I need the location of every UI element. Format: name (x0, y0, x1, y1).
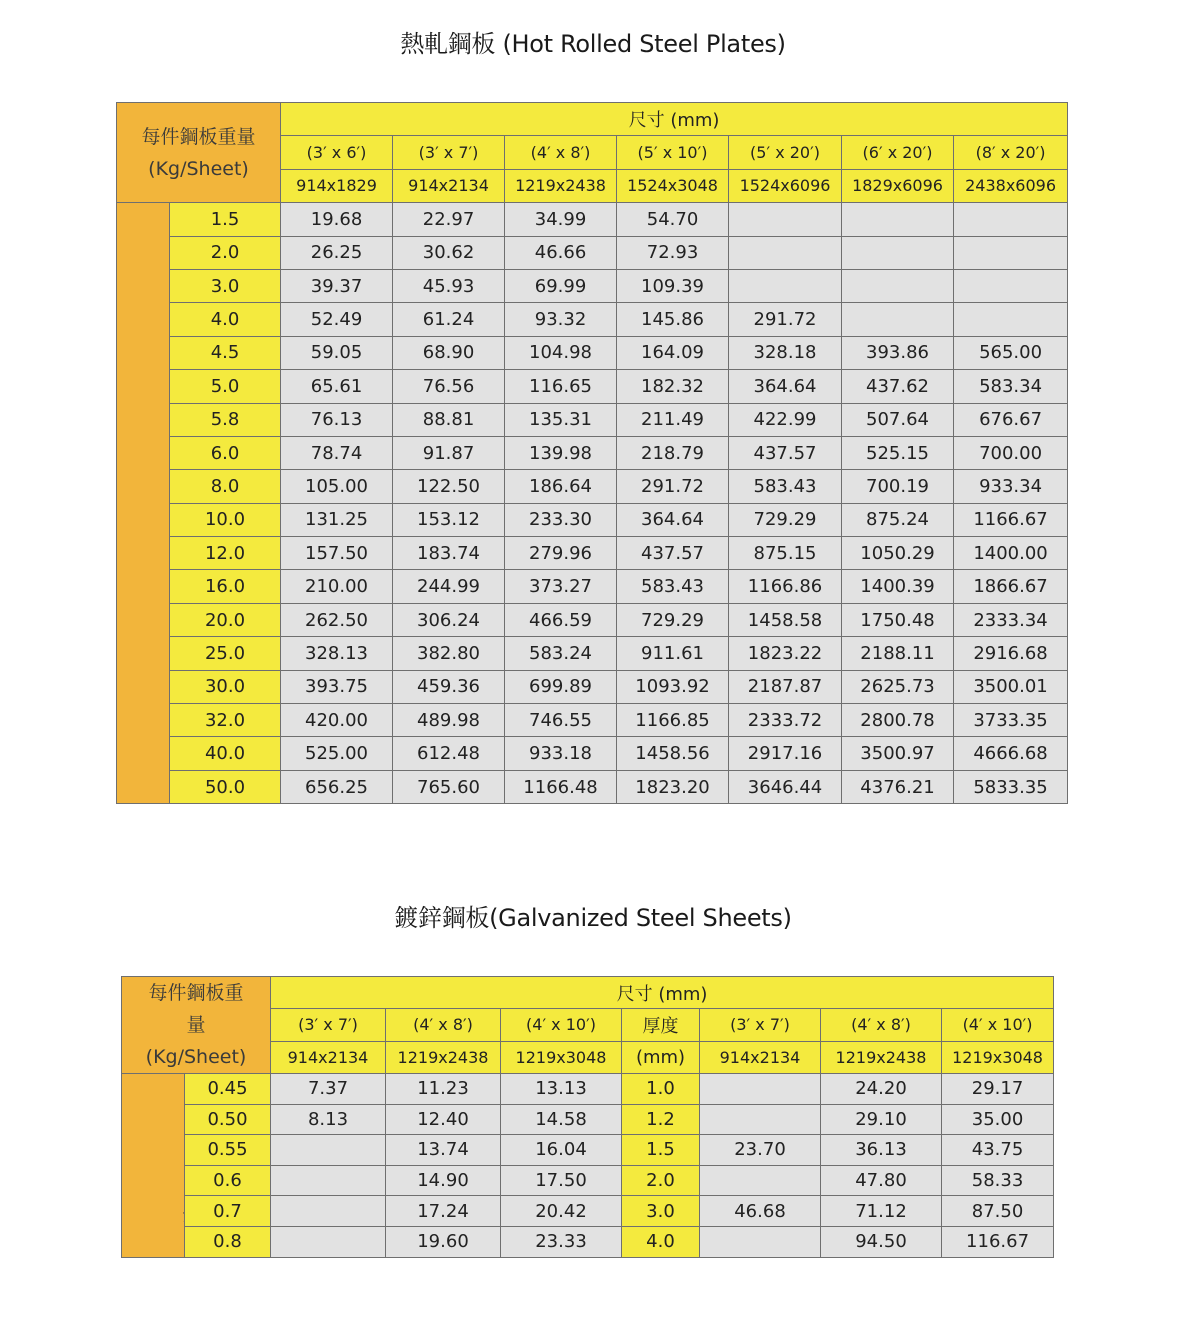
galv-size-header: 尺寸 (mm) (271, 977, 1054, 1009)
weight-cell: 1166.67 (954, 503, 1068, 536)
weight-cell: 699.89 (505, 670, 617, 703)
weight-cell: 393.86 (842, 336, 954, 369)
weight-cell (700, 1226, 821, 1257)
weight-cell: 244.99 (393, 570, 505, 603)
size-mm-cell: 1524x3048 (617, 169, 729, 202)
table-row (117, 737, 1068, 770)
weight-cell: 437.57 (729, 436, 842, 469)
thickness-cell: 1.2 (622, 1104, 700, 1135)
weight-cell: 3500.01 (954, 670, 1068, 703)
weight-cell: 13.13 (501, 1074, 622, 1105)
weight-cell: 93.32 (505, 303, 617, 336)
size-in-cell: (4′ x 8′) (821, 1009, 942, 1041)
weight-cell (271, 1226, 386, 1257)
table-row (117, 403, 1068, 436)
weight-cell: 88.81 (393, 403, 505, 436)
weight-cell: 12.40 (386, 1104, 501, 1135)
weight-cell: 746.55 (505, 704, 617, 737)
weight-cell: 78.74 (281, 436, 393, 469)
weight-cell: 69.99 (505, 269, 617, 302)
weight-cell: 2800.78 (842, 704, 954, 737)
thickness-cell: 1.5 (622, 1135, 700, 1166)
weight-cell: 59.05 (281, 336, 393, 369)
weight-cell: 3733.35 (954, 704, 1068, 737)
weight-cell: 1400.39 (842, 570, 954, 603)
thickness-cell: 32.0 (170, 704, 281, 737)
table-row (117, 770, 1068, 803)
size-in-cell: (4′ x 10′) (501, 1009, 622, 1041)
weight-cell: 765.60 (393, 770, 505, 803)
thickness-cell: 4.0 (170, 303, 281, 336)
weight-cell: 46.68 (700, 1196, 821, 1227)
weight-cell: 122.50 (393, 470, 505, 503)
weight-cell: 2917.16 (729, 737, 842, 770)
weight-cell: 393.75 (281, 670, 393, 703)
thickness-cell: 5.0 (170, 370, 281, 403)
weight-cell: 1750.48 (842, 603, 954, 636)
weight-cell: 46.66 (505, 236, 617, 269)
weight-cell: 87.50 (942, 1196, 1054, 1227)
weight-cell: 676.67 (954, 403, 1068, 436)
table-row (122, 1074, 1054, 1105)
size-in-cell: (6′ x 20′) (842, 136, 954, 169)
thickness-cell: 16.0 (170, 570, 281, 603)
galv-thickness-axis-label (122, 1074, 185, 1258)
weight-cell: 19.68 (281, 203, 393, 236)
weight-cell: 328.18 (729, 336, 842, 369)
size-in-cell: (5′ x 20′) (729, 136, 842, 169)
weight-cell: 105.00 (281, 470, 393, 503)
weight-cell: 583.43 (617, 570, 729, 603)
weight-cell: 35.00 (942, 1104, 1054, 1135)
thickness-cell: 0.55 (185, 1135, 271, 1166)
weight-cell: 153.12 (393, 503, 505, 536)
weight-cell: 525.15 (842, 436, 954, 469)
weight-cell: 933.18 (505, 737, 617, 770)
weight-cell: 19.60 (386, 1226, 501, 1257)
weight-cell: 279.96 (505, 537, 617, 570)
weight-cell (700, 1104, 821, 1135)
thickness-cell: 0.6 (185, 1165, 271, 1196)
weight-cell: 116.65 (505, 370, 617, 403)
weight-cell: 52.49 (281, 303, 393, 336)
weight-cell: 2188.11 (842, 637, 954, 670)
weight-cell: 1166.85 (617, 704, 729, 737)
weight-cell: 71.12 (821, 1196, 942, 1227)
thickness-cell: 40.0 (170, 737, 281, 770)
table-row (117, 436, 1068, 469)
weight-cell: 4666.68 (954, 737, 1068, 770)
weight-cell: 933.34 (954, 470, 1068, 503)
weight-cell (954, 203, 1068, 236)
weight-cell: 30.62 (393, 236, 505, 269)
weight-cell: 65.61 (281, 370, 393, 403)
table-row (117, 303, 1068, 336)
weight-cell: 183.74 (393, 537, 505, 570)
weight-cell: 2333.72 (729, 704, 842, 737)
thickness-cell: 4.0 (622, 1226, 700, 1257)
galvanized-title: 鍍鋅鋼板(Galvanized Steel Sheets) (394, 904, 792, 932)
weight-cell (954, 303, 1068, 336)
thickness-cell: 3.0 (622, 1196, 700, 1227)
weight-cell: 76.13 (281, 403, 393, 436)
weight-cell: 218.79 (617, 436, 729, 469)
table-row (122, 1135, 1054, 1166)
size-mm-cell: 1219x3048 (942, 1041, 1054, 1073)
weight-cell: 1166.86 (729, 570, 842, 603)
hot-rolled-title: 熱軋鋼板 (Hot Rolled Steel Plates) (400, 30, 786, 58)
size-mm-cell: 914x2134 (271, 1041, 386, 1073)
weight-cell: 109.39 (617, 269, 729, 302)
weight-cell: 211.49 (617, 403, 729, 436)
thickness-cell: 0.45 (185, 1074, 271, 1105)
weight-cell (842, 269, 954, 302)
size-mm-cell: 914x1829 (281, 169, 393, 202)
galvanized-table (121, 976, 1054, 1258)
thickness-cell: 1.5 (170, 203, 281, 236)
weight-cell (842, 303, 954, 336)
weight-cell (271, 1196, 386, 1227)
weight-cell: 459.36 (393, 670, 505, 703)
size-header: 尺寸 (mm) (281, 103, 1068, 136)
size-mm-cell: 1219x2438 (505, 169, 617, 202)
weight-cell: 3646.44 (729, 770, 842, 803)
weight-cell: 422.99 (729, 403, 842, 436)
weight-cell: 729.29 (729, 503, 842, 536)
weight-cell: 36.13 (821, 1135, 942, 1166)
thickness-axis-label (117, 203, 170, 804)
weight-cell (729, 269, 842, 302)
table-row (117, 603, 1068, 636)
thickness-cell: 2.0 (170, 236, 281, 269)
weight-cell: 2187.87 (729, 670, 842, 703)
size-in-cell: (3′ x 6′) (281, 136, 393, 169)
mid-thickness-header: 厚度 (622, 1009, 700, 1041)
weight-cell: 420.00 (281, 704, 393, 737)
galv-weight-header (122, 977, 271, 1074)
weight-cell: 1050.29 (842, 537, 954, 570)
weight-cell: 13.74 (386, 1135, 501, 1166)
weight-cell: 47.80 (821, 1165, 942, 1196)
table-row (117, 203, 1068, 236)
weight-cell: 2625.73 (842, 670, 954, 703)
weight-cell: 875.15 (729, 537, 842, 570)
weight-cell: 3500.97 (842, 737, 954, 770)
weight-cell: 54.70 (617, 203, 729, 236)
weight-cell: 76.56 (393, 370, 505, 403)
size-mm-cell: 1219x3048 (501, 1041, 622, 1073)
weight-cell: 164.09 (617, 336, 729, 369)
weight-cell: 875.24 (842, 503, 954, 536)
weight-cell: 94.50 (821, 1226, 942, 1257)
size-in-cell: (4′ x 8′) (386, 1009, 501, 1041)
weight-cell: 61.24 (393, 303, 505, 336)
galv-weight-header-zh2: 量 (186, 1014, 206, 1036)
weight-cell: 700.00 (954, 436, 1068, 469)
weight-cell: 157.50 (281, 537, 393, 570)
weight-cell: 34.99 (505, 203, 617, 236)
weight-cell: 2916.68 (954, 637, 1068, 670)
thickness-cell: 2.0 (622, 1165, 700, 1196)
weight-cell: 1458.56 (617, 737, 729, 770)
table-row (117, 670, 1068, 703)
size-in-cell: (4′ x 10′) (942, 1009, 1054, 1041)
weight-cell (842, 203, 954, 236)
weight-cell: 656.25 (281, 770, 393, 803)
thickness-cell: 3.0 (170, 269, 281, 302)
weight-cell: 7.37 (271, 1074, 386, 1105)
thickness-cell: 12.0 (170, 537, 281, 570)
weight-cell: 583.43 (729, 470, 842, 503)
weight-cell: 729.29 (617, 603, 729, 636)
weight-cell: 1400.00 (954, 537, 1068, 570)
weight-cell: 186.64 (505, 470, 617, 503)
weight-cell: 23.33 (501, 1226, 622, 1257)
size-mm-cell: 2438x6096 (954, 169, 1068, 202)
thickness-cell: 30.0 (170, 670, 281, 703)
weight-cell: 291.72 (617, 470, 729, 503)
table-row (117, 637, 1068, 670)
weight-cell: 29.17 (942, 1074, 1054, 1105)
thickness-cell: 50.0 (170, 770, 281, 803)
weight-cell: 507.64 (842, 403, 954, 436)
table-row (117, 503, 1068, 536)
weight-cell: 135.31 (505, 403, 617, 436)
weight-cell: 20.42 (501, 1196, 622, 1227)
weight-header (117, 103, 281, 203)
weight-cell: 17.50 (501, 1165, 622, 1196)
weight-cell: 45.93 (393, 269, 505, 302)
weight-cell: 72.93 (617, 236, 729, 269)
galv-weight-header-en: (Kg/Sheet) (145, 1046, 247, 1068)
weight-cell: 104.98 (505, 336, 617, 369)
table-row (122, 1104, 1054, 1135)
weight-cell: 22.97 (393, 203, 505, 236)
weight-cell: 437.62 (842, 370, 954, 403)
size-mm-cell: 914x2134 (393, 169, 505, 202)
size-in-cell: (3′ x 7′) (271, 1009, 386, 1041)
weight-cell: 139.98 (505, 436, 617, 469)
weight-cell: 116.67 (942, 1226, 1054, 1257)
table-row (117, 236, 1068, 269)
weight-cell: 43.75 (942, 1135, 1054, 1166)
table-row (117, 537, 1068, 570)
weight-cell: 14.90 (386, 1165, 501, 1196)
weight-cell: 131.25 (281, 503, 393, 536)
weight-cell: 29.10 (821, 1104, 942, 1135)
hot-rolled-table (116, 102, 1068, 804)
weight-cell: 182.32 (617, 370, 729, 403)
weight-header-en: (Kg/Sheet) (148, 157, 249, 180)
weight-cell: 58.33 (942, 1165, 1054, 1196)
thickness-cell: 8.0 (170, 470, 281, 503)
thickness-cell: 0.7 (185, 1196, 271, 1227)
weight-cell: 262.50 (281, 603, 393, 636)
weight-cell (954, 269, 1068, 302)
weight-cell: 1866.67 (954, 570, 1068, 603)
thickness-cell: 6.0 (170, 436, 281, 469)
thickness-cell: 10.0 (170, 503, 281, 536)
table-row (122, 1226, 1054, 1257)
weight-cell: 91.87 (393, 436, 505, 469)
weight-cell: 1823.20 (617, 770, 729, 803)
galv-weight-header-zh1: 每件鋼板重 (148, 982, 244, 1004)
weight-cell (954, 236, 1068, 269)
table-row (117, 570, 1068, 603)
weight-cell: 14.58 (501, 1104, 622, 1135)
weight-cell: 328.13 (281, 637, 393, 670)
table-row (122, 1196, 1054, 1227)
weight-cell: 437.57 (617, 537, 729, 570)
weight-cell: 565.00 (954, 336, 1068, 369)
weight-cell (700, 1074, 821, 1105)
thickness-cell: 20.0 (170, 603, 281, 636)
size-in-cell: (4′ x 8′) (505, 136, 617, 169)
weight-cell: 233.30 (505, 503, 617, 536)
weight-cell (729, 203, 842, 236)
weight-cell: 39.37 (281, 269, 393, 302)
weight-cell (271, 1165, 386, 1196)
weight-cell: 145.86 (617, 303, 729, 336)
thickness-cell: 4.5 (170, 336, 281, 369)
weight-cell: 466.59 (505, 603, 617, 636)
table-row (117, 269, 1068, 302)
table-row (117, 470, 1068, 503)
thickness-cell: 25.0 (170, 637, 281, 670)
weight-cell (271, 1135, 386, 1166)
weight-cell: 291.72 (729, 303, 842, 336)
weight-cell: 700.19 (842, 470, 954, 503)
weight-cell: 1166.48 (505, 770, 617, 803)
weight-cell: 16.04 (501, 1135, 622, 1166)
weight-cell: 364.64 (729, 370, 842, 403)
size-mm-cell: 1524x6096 (729, 169, 842, 202)
weight-cell: 210.00 (281, 570, 393, 603)
size-in-cell: (8′ x 20′) (954, 136, 1068, 169)
weight-cell: 306.24 (393, 603, 505, 636)
weight-cell: 2333.34 (954, 603, 1068, 636)
weight-cell: 5833.35 (954, 770, 1068, 803)
table-row (117, 704, 1068, 737)
weight-cell: 8.13 (271, 1104, 386, 1135)
weight-cell: 68.90 (393, 336, 505, 369)
table-row (122, 1165, 1054, 1196)
table-row (117, 370, 1068, 403)
size-in-cell: (3′ x 7′) (393, 136, 505, 169)
table-row (117, 336, 1068, 369)
weight-cell: 26.25 (281, 236, 393, 269)
thickness-cell: 0.50 (185, 1104, 271, 1135)
weight-header-zh: 每件鋼板重量 (141, 125, 256, 148)
size-mm-cell: 914x2134 (700, 1041, 821, 1073)
weight-cell: 612.48 (393, 737, 505, 770)
weight-cell: 1823.22 (729, 637, 842, 670)
weight-cell: 1093.92 (617, 670, 729, 703)
weight-cell: 23.70 (700, 1135, 821, 1166)
weight-cell: 583.24 (505, 637, 617, 670)
size-in-cell: (3′ x 7′) (700, 1009, 821, 1041)
weight-cell: 525.00 (281, 737, 393, 770)
weight-cell (700, 1165, 821, 1196)
mid-thickness-unit: (mm) (622, 1041, 700, 1073)
galv-thickness-axis-text (180, 1098, 185, 1232)
size-in-cell: (5′ x 10′) (617, 136, 729, 169)
weight-cell: 489.98 (393, 704, 505, 737)
weight-cell: 373.27 (505, 570, 617, 603)
weight-cell: 364.64 (617, 503, 729, 536)
weight-cell: 911.61 (617, 637, 729, 670)
weight-cell: 24.20 (821, 1074, 942, 1105)
weight-cell: 11.23 (386, 1074, 501, 1105)
weight-cell (729, 236, 842, 269)
weight-cell (842, 236, 954, 269)
thickness-cell: 1.0 (622, 1074, 700, 1105)
weight-cell: 17.24 (386, 1196, 501, 1227)
weight-cell: 583.34 (954, 370, 1068, 403)
size-mm-cell: 1829x6096 (842, 169, 954, 202)
thickness-cell: 5.8 (170, 403, 281, 436)
weight-cell: 382.80 (393, 637, 505, 670)
size-mm-cell: 1219x2438 (821, 1041, 942, 1073)
weight-cell: 4376.21 (842, 770, 954, 803)
thickness-cell: 0.8 (185, 1226, 271, 1257)
weight-cell: 1458.58 (729, 603, 842, 636)
size-mm-cell: 1219x2438 (386, 1041, 501, 1073)
